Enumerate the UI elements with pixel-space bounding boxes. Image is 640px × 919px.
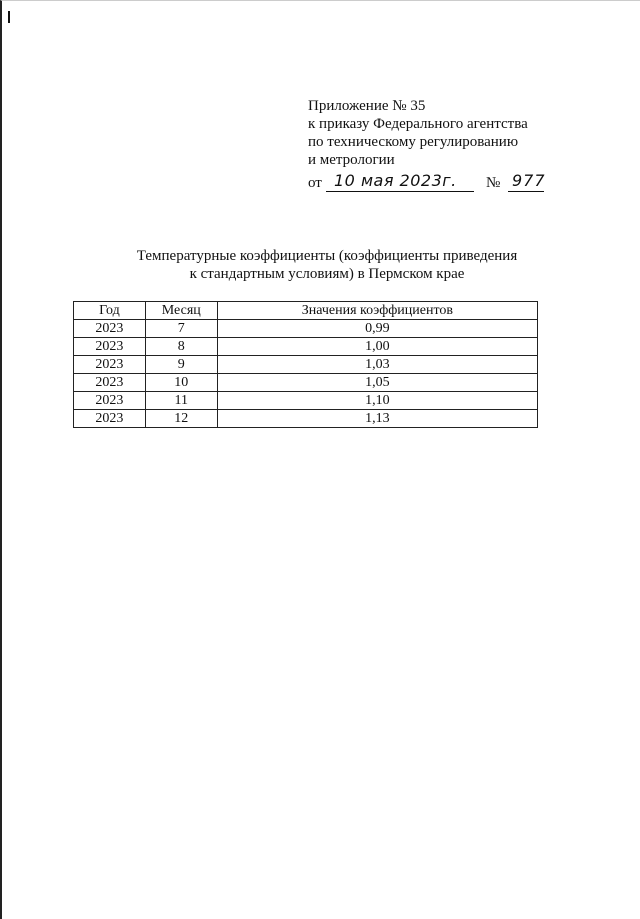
table-row [74,320,538,338]
appendix-number: Приложение № 35 [308,98,426,114]
handwritten-date: 10 мая 2023г. [334,171,457,190]
title-line-1: Температурные коэффициенты (коэффициенты приведения [136,248,518,264]
coefficient-cell: 1,03 [217,356,537,374]
coefficient-cell: 1,00 [217,338,537,356]
order-reference: к приказу Федерального агентства [308,116,528,132]
document-title [62,247,592,283]
year-cell: 2023 [74,410,146,428]
coefficients-table [73,301,538,428]
column-header-month: Месяц [145,302,217,320]
table-row [74,374,538,392]
year-cell: 2023 [74,374,146,392]
date-underline [326,191,474,192]
year-cell: 2023 [74,320,146,338]
table-header-row [74,302,538,320]
month-cell: 8 [145,338,217,356]
number-label: № [486,175,501,191]
order-date-number [308,173,608,195]
handwritten-number: 977 [512,171,546,190]
column-header-year: Год [74,302,146,320]
coefficient-cell: 1,10 [217,392,537,410]
order-reference-line2: по техническому регулированию [308,134,519,150]
number-underline [508,191,544,192]
year-cell: 2023 [74,356,146,374]
month-cell: 12 [145,410,217,428]
title-line-2: к стандартным условиям) в Пермском крае [189,266,465,282]
year-cell: 2023 [74,392,146,410]
coefficient-cell: 1,05 [217,374,537,392]
month-cell: 9 [145,356,217,374]
table-row [74,410,538,428]
appendix-header [308,97,608,169]
coefficient-cell: 0,99 [217,320,537,338]
from-label: от [308,175,322,191]
column-header-coefficient: Значения коэффициентов [217,302,537,320]
table-row [74,338,538,356]
month-cell: 11 [145,392,217,410]
order-reference-line3: и метрологии [308,152,395,168]
year-cell: 2023 [74,338,146,356]
table-row [74,392,538,410]
month-cell: 7 [145,320,217,338]
scan-mark [8,11,10,23]
table-row [74,356,538,374]
coefficient-cell: 1,13 [217,410,537,428]
month-cell: 10 [145,374,217,392]
